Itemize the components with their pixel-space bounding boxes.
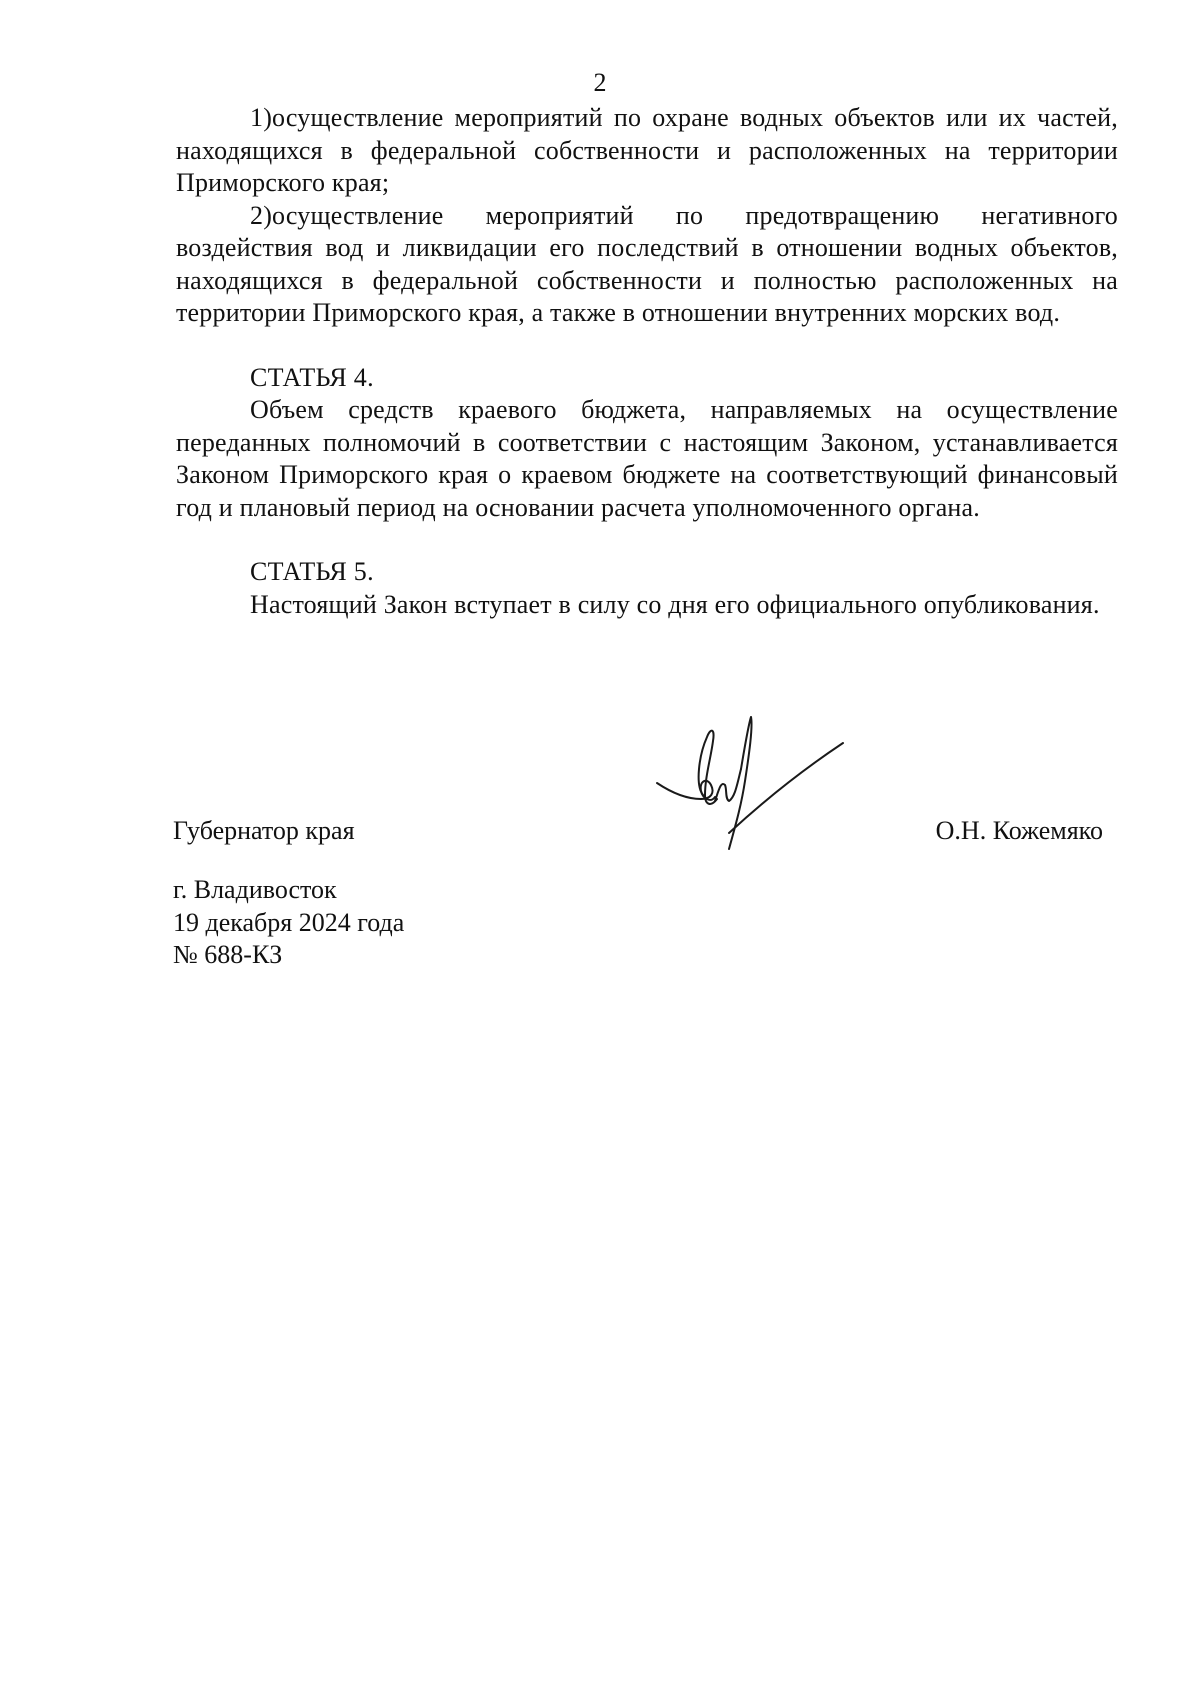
list-item-2: 2)осуществление мероприятий по предотвращению негативного воздействия вод и ликвидации его последствий в отношении водных объектов, находящихся в федеральной собственности и полностью расположенных на территории Приморского края, а также в отношении внутренних морских вод. bbox=[176, 200, 1118, 327]
signatory-title: Губернатор края bbox=[173, 816, 355, 845]
page-number: 2 bbox=[593, 68, 607, 97]
article-5-text: Настоящий Закон вступает в силу со дня его официального опубликования. bbox=[250, 589, 1100, 619]
article-4-heading: СТАТЬЯ 4. bbox=[250, 362, 374, 392]
footer-date: 19 декабря 2024 года bbox=[173, 907, 405, 937]
list-item-1: 1)осуществление мероприятий по охране водных объектов или их частей, находящихся в федеральной собственности и расположенных на территории Приморского края; bbox=[176, 103, 1118, 197]
footer-number: № 688-КЗ bbox=[173, 940, 283, 969]
article-4-text: Объем средств краевого бюджета, направляемых на осуществление переданных полномочий в соответствии с настоящим Законом, устанавливается Законом Приморского края о краевом бюджете на соответствующий финансовый год и плановый период на основании расчета уполномоченного органа. bbox=[176, 395, 1118, 522]
document-footer bbox=[173, 874, 404, 972]
footer-city: г. Владивосток bbox=[173, 875, 337, 904]
signatory-name: О.Н. Кожемяко bbox=[935, 816, 1103, 845]
article-5-heading: СТАТЬЯ 5. bbox=[250, 557, 374, 586]
document-body bbox=[176, 102, 1118, 621]
handwritten-signature bbox=[655, 715, 845, 855]
